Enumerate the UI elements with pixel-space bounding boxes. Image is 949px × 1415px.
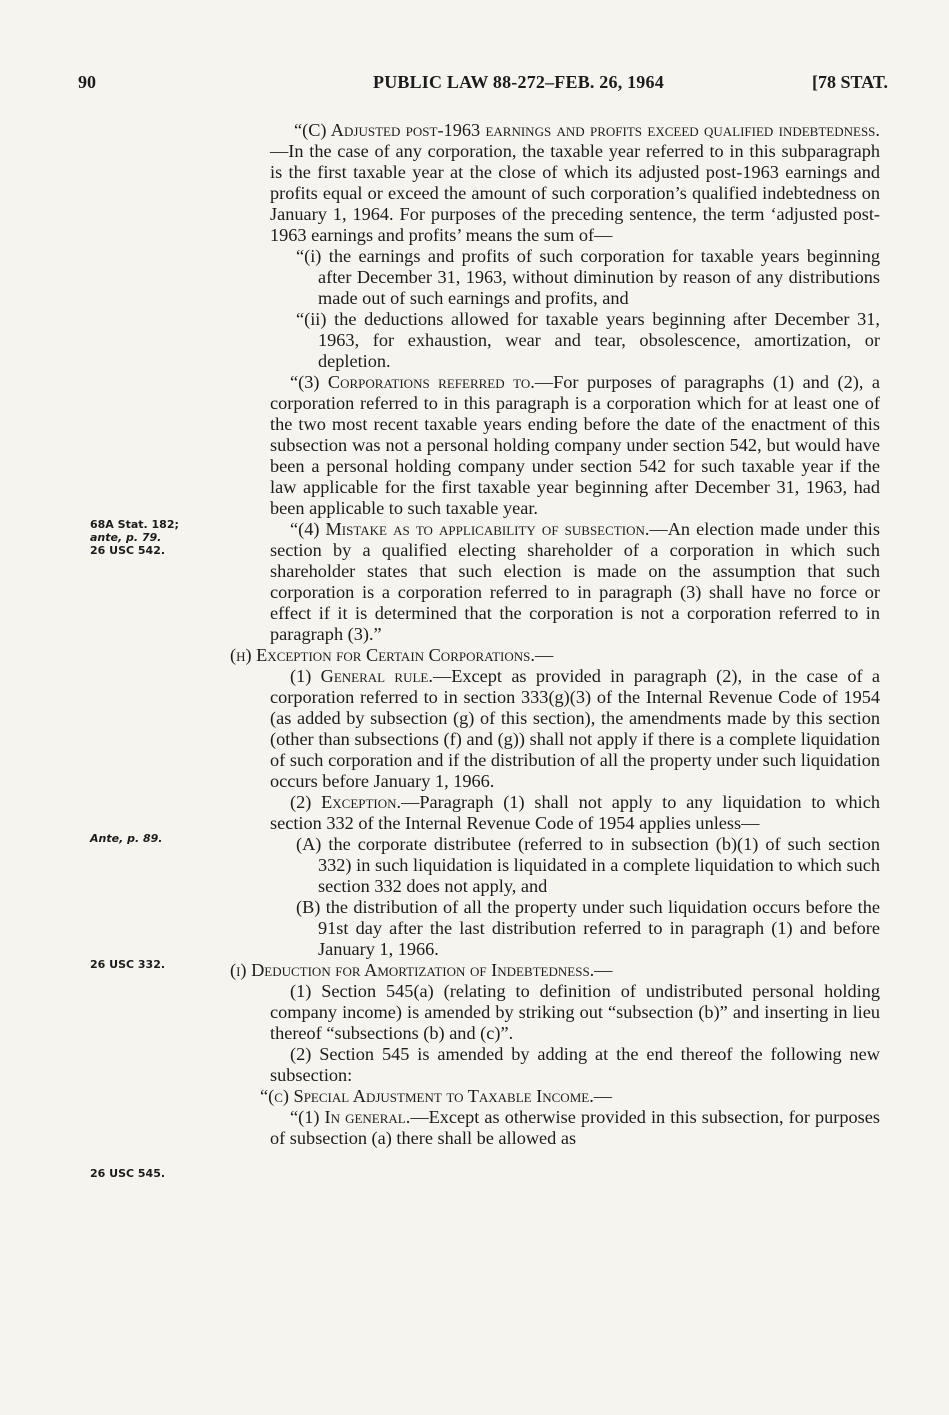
paragraph-text: “(ii) the deductions allowed for taxable years beginning after December 31, 1963, for exhaustion, wear and tear, obsolescence, amortization, or depletion. bbox=[296, 309, 880, 371]
paragraph-text: — bbox=[594, 960, 613, 980]
margin-note bbox=[90, 832, 190, 845]
paragraph bbox=[270, 1107, 880, 1149]
paragraph-heading: (1) General rule. bbox=[290, 666, 433, 686]
paragraph bbox=[230, 960, 880, 981]
paragraph-text: —Except as otherwise provided in this subsection, for purposes of subsection (a) there shall be allowed as bbox=[270, 1107, 880, 1148]
paragraph bbox=[242, 120, 880, 246]
paragraph-heading: “(3) Corporations referred to. bbox=[290, 372, 535, 392]
running-title: PUBLIC LAW 88-272–FEB. 26, 1964 bbox=[373, 72, 664, 92]
paragraph bbox=[270, 897, 880, 960]
page-header bbox=[78, 72, 888, 102]
margin-note-line: 26 USC 545. bbox=[90, 1167, 166, 1180]
margin-note bbox=[90, 958, 190, 971]
paragraph bbox=[230, 645, 880, 666]
paragraph bbox=[270, 1044, 880, 1086]
paragraph-text: — bbox=[593, 1086, 613, 1106]
paragraph-heading: “(C) Adjusted post-1963 earnings and profits exceed qualified indebtedness. bbox=[294, 120, 880, 140]
paragraph-text: —Paragraph (1) shall not apply to any liquidation to which section 332 of the Internal Revenue Code of 1954 applies unless— bbox=[270, 792, 880, 833]
paragraph bbox=[270, 372, 880, 519]
statute-reference: [78 STAT. bbox=[811, 72, 888, 92]
paragraph-text: —Except as provided in paragraph (2), in the case of a corporation referred to in section 333(g)(3) of the Internal Revenue Code of 1954 (as added by subsection (g) of this section), the amendments made by this section (other than subsections (f) and (g)) shall not apply if there is a complete liquidation of such corporation and if the distribution of all the property under such liquidation occurs before January 1, 1966. bbox=[270, 666, 880, 791]
paragraph bbox=[270, 666, 880, 792]
paragraph-text: (2) Section 545 is amended by adding at the end thereof the following new subsection: bbox=[270, 1044, 880, 1085]
paragraph-text: — bbox=[534, 645, 554, 665]
paragraph bbox=[270, 834, 880, 897]
paragraph-text: (A) the corporate distributee (referred to in subsection (b)(1) of such section 332) in such liquidation is liquidated in a complete liquidation to which such section 332 does not apply, and bbox=[296, 834, 880, 896]
paragraph bbox=[270, 981, 880, 1044]
margin-note-line: 26 USC 332. bbox=[90, 958, 166, 971]
paragraph-text: (B) the distribution of all the property under such liquidation occurs before the 91st day after the last distribution referred to in paragraph (1) and before January 1, 1966. bbox=[296, 897, 880, 959]
paragraph-text: —In the case of any corporation, the taxable year referred to in this subparagraph is the first taxable year at the close of which its adjusted post-1963 earnings and profits equal or exceed the amount of such corporation’s qualified indebtedness on January 1, 1964. For purposes of the preceding sentence, the term ‘adjusted post-1963 earnings and profits’ means the sum of— bbox=[270, 141, 880, 245]
paragraph-heading: “(c) Special Adjustment to Taxable Income. bbox=[260, 1086, 594, 1106]
paragraph-text: “(i) the earnings and profits of such corporation for taxable years beginning after December 31, 1963, without diminution by reason of any distributions made out of such earnings and profits, and bbox=[296, 246, 880, 308]
paragraph-heading: (h) Exception for Certain Corporations. bbox=[230, 645, 535, 665]
paragraph-heading: “(1) In general. bbox=[290, 1107, 411, 1127]
margin-note-line: Ante, p. 89. bbox=[90, 832, 163, 845]
paragraph-heading: (i) Deduction for Amortization of Indebtedness. bbox=[230, 960, 595, 980]
paragraph bbox=[270, 519, 880, 645]
paragraph-text: (1) Section 545(a) (relating to definition of undistributed personal holding company income) is amended by striking out “subsection (b)” and inserting in lieu thereof “subsections (b) and (c)”. bbox=[270, 981, 880, 1043]
paragraph-text: —For purposes of paragraphs (1) and (2), a corporation referred to in this paragraph is a corporation which for at least one of the two most recent taxable years ending before the date of the enactment of this subsection was not a personal holding company under section 542, but would have been a personal holding company under section 542 for such taxable year if the law applicable for the first taxable year beginning after December 31, 1963, had been applicable to such taxable year. bbox=[270, 372, 880, 518]
paragraph bbox=[270, 792, 880, 834]
page-number: 90 bbox=[78, 72, 96, 92]
margin-note-line: 26 USC 542. bbox=[90, 544, 166, 557]
margin-note-line: ante, p. 79. bbox=[90, 531, 162, 544]
paragraph-heading: “(4) Mistake as to applicability of subsection. bbox=[290, 519, 650, 539]
paragraph bbox=[270, 309, 880, 372]
margin-note-line: 68A Stat. 182; bbox=[90, 518, 179, 531]
paragraph bbox=[260, 1086, 880, 1107]
margin-note bbox=[90, 1167, 190, 1180]
paragraph-heading: (2) Exception. bbox=[290, 792, 402, 812]
margin-note bbox=[90, 518, 190, 557]
paragraph-text: —An election made under this section by a qualified electing shareholder of a corporation in which such shareholder states that such election is made on the assumption that such corporation is a corporation referred to in paragraph (3) shall have no force or effect if it is determined that the corporation is not a corporation referred to in paragraph (3).” bbox=[270, 519, 880, 644]
document-body bbox=[230, 120, 880, 1149]
paragraph bbox=[270, 246, 880, 309]
